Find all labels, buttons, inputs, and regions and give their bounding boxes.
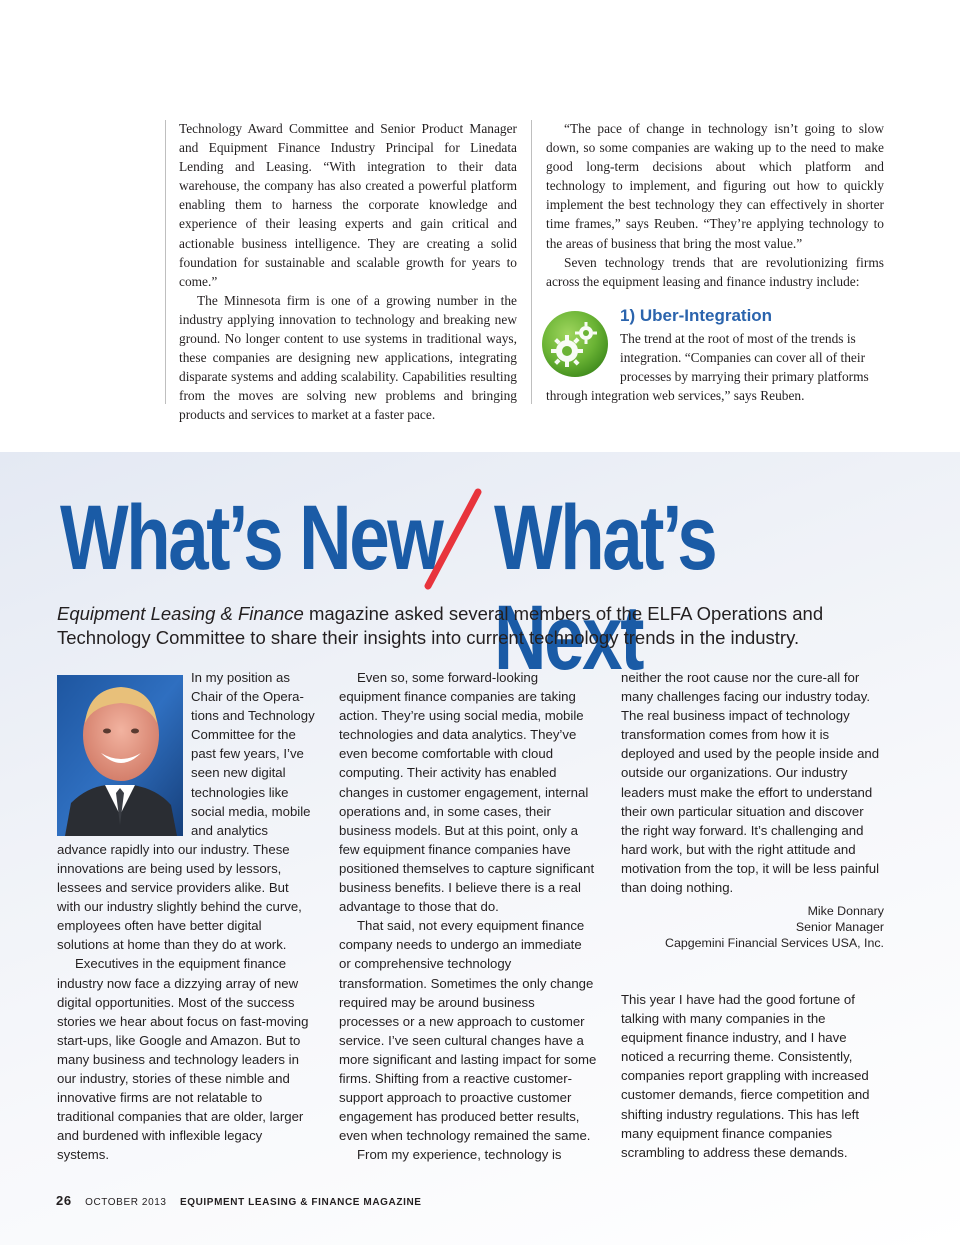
feature-column-2 [339, 668, 597, 1164]
subhead-text: magazine asked several members of the ELFA Operations and Technology Committee to share their insights into current technology trends in the industry. [57, 603, 824, 648]
author-title: Senior Manager [795, 920, 884, 934]
col3-paragraph-1: neither the root cause nor the cure-all for many challenges facing our industry today. The real business impact of technology transformation comes from how it is deployed and used by the people inside and outside our organizations. Our industry leaders must make the effort to understand their own particular situation and discover the right way forward. It’s challenging and hard work, but with the right attitude and motivation from the top, it will be less painful than doing nothing. [621, 670, 880, 896]
feature-column-3 [621, 668, 883, 897]
top-right-column [546, 119, 884, 291]
page-footer [56, 1193, 422, 1208]
magazine-title: EQUIPMENT LEASING & FINANCE MAGAZINE [179, 1197, 422, 1208]
magazine-name: Equipment Leasing & Finance [57, 603, 304, 624]
author-name: Mike Donnary [807, 904, 884, 918]
uber-line-3: processes by marrying their primary platforms [620, 369, 869, 385]
top-left-paragraph-2: The Minnesota firm is one of a growing number in the industry applying innovation to technology and breaking new ground. No longer content to use systems in traditional ways, these companies are designing new applications, integrating disparate systems and adding scalability. Capabilities resulting from the moves are solving new problems and bringing products and services to market at a faster pace. [179, 292, 517, 423]
col1-wrap-line: seen new digital [191, 765, 286, 781]
headline-whats-new: What’s New [60, 487, 442, 589]
uber-line-2: integration. “Companies can cover all of their [620, 350, 866, 366]
top-right-paragraph-2: Seven technology trends that are revolutionizing firms across the equipment leasing and finance industry include: [546, 254, 884, 289]
feature-column-3-second-essay [621, 990, 883, 1162]
top-left-paragraph-1: Technology Award Committee and Senior Product Manager and Equipment Finance Industry Principal for Linedata Lending and Leasing. “With integration to their data warehouse, the company has also created a powerful platform enabling them to harness the corporate knowledge and experience of their leasing experts and gain critical and actionable business intelligence. They are creating a solid foundation for sustainable and scalable growth for years to come.” [179, 121, 517, 289]
uber-integration-text [546, 329, 884, 405]
col1-wrap-line: and analytics [191, 822, 268, 838]
top-right-paragraph-1: “The pace of change in technology isn’t going to slow down, so some companies are waking up to the need to make good long-term decisions about which platform and technology to implement, and figuring out how to quickly implement the best technology they can effectively in shorter time frames,” says Reuben. “They’re applying technology to the areas of business that bring the most value.” [546, 121, 884, 251]
col1-wrap-line: social media, mobile [191, 803, 311, 819]
headline-slash [422, 488, 492, 598]
author-company: Capgemini Financial Services USA, Inc. [665, 936, 884, 950]
col1-paragraph-1-continued: advance rapidly into our industry. These innovations are being used by lessors, lessees and service providers alike. But with our industry slightly behind the curve, employees often have better digital solutions at home than they do at work. [57, 841, 302, 953]
uber-line-4: through integration web services,” says Reuben. [546, 388, 805, 404]
col1-wrap-line: In my position as [191, 670, 290, 685]
col1-wrap-line: Chair of the Opera- [191, 689, 304, 705]
feature-subhead [57, 602, 877, 650]
top-left-column [179, 119, 517, 425]
feature-column-1 [57, 668, 315, 1164]
left-column-rule [165, 120, 166, 404]
middle-column-rule [531, 120, 532, 404]
col2-paragraph-1: Even so, some forward-looking equipment finance companies are taking action. They’re using social media, mobile technologies and data analytics. They’ve even become comfortable with cloud computing. Their activity has enabled changes in customer engagement, internal operations and, in some cases, their business models. But at this point, only a few equipment finance companies have positioned themselves to capture significant business benefits. I believe there is a real advantage to those that do. [339, 670, 595, 915]
page-number: 26 [56, 1193, 72, 1208]
col3-paragraph-2: This year I have had the good fortune of talking with many companies in the equipment finance industry, and I have noticed a recurring theme. Consistently, companies report grappling with increased customer demands, fierce competition and shifting industry regulations. This has left many equipment finance companies scrambling to address these demands. [621, 992, 870, 1160]
uber-line-1: The trend at the root of most of the trends is [620, 331, 856, 346]
headline-whats-next: What’s Next [494, 487, 716, 689]
issue-date: OCTOBER 2013 [85, 1197, 167, 1208]
col1-wrap-line: tions and Technology [191, 708, 315, 724]
col1-wrap-line: technologies like [191, 784, 289, 800]
uber-integration-heading: 1) Uber-Integration [620, 306, 773, 325]
col2-paragraph-2: That said, not every equipment finance company needs to undergo an immediate or comprehensive technology transformation. Sometimes the only change required may be around business processes or a new approach to customer service. I’ve seen cultural changes have a more significant and lasting impact for some firms. Shifting from a reactive customer-support approach to proactive customer engagement has produced better results, even when technology remained the same. [339, 918, 597, 1144]
col1-paragraph-2: Executives in the equipment finance industry now face a dizzying array of new digital opportunities. Most of the success stories we hear about focus on fast-moving start-ups, like Google and Amazon. But to many business and technology leaders in our industry, stories of these nimble and innovative firms are not relatable to traditional companies that are older, larger and burdened with inflexible legacy systems. [57, 956, 309, 1163]
col2-paragraph-3: From my experience, technology is [357, 1147, 562, 1163]
col1-wrap-line: Committee for the [191, 727, 296, 743]
author-signature [620, 903, 884, 951]
col1-wrap-line: past few years, I’ve [191, 746, 304, 762]
col1-wrap-lines [57, 668, 315, 840]
